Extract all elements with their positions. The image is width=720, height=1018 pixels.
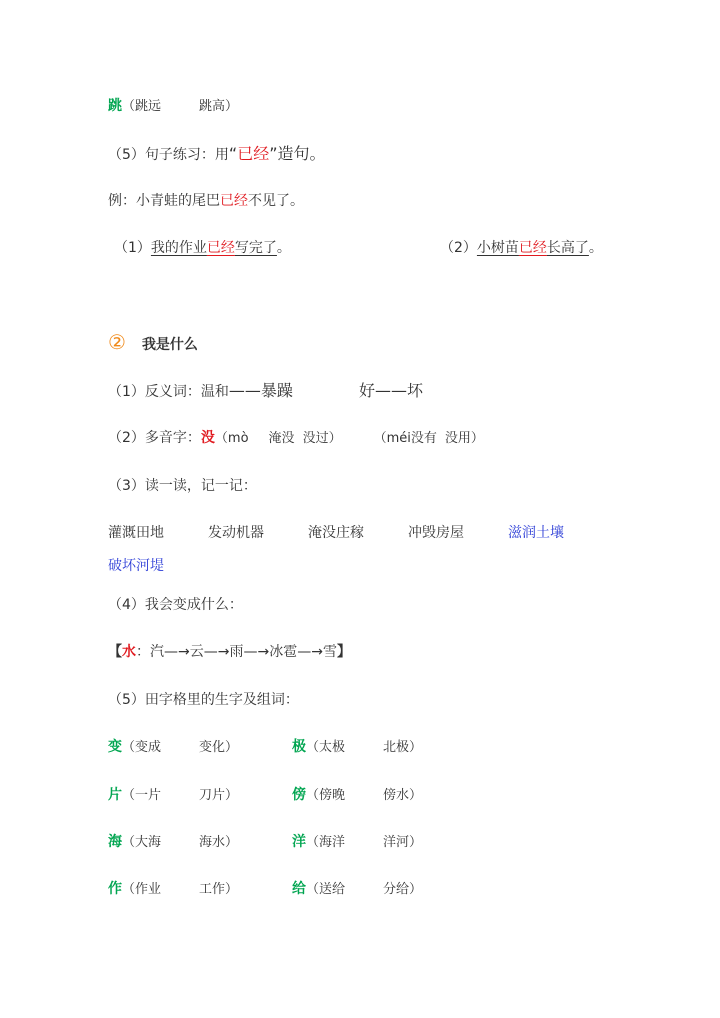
- vocab-word: 大海: [135, 835, 162, 850]
- vocab-item: 作（作业 工作）: [108, 881, 239, 897]
- vocab-word: 跳远: [135, 99, 162, 114]
- polyphone-row: （2）多音字：没（mò 淹没 没过） （méi没有 没用）: [108, 430, 484, 446]
- vocab-word: 海洋: [319, 835, 346, 850]
- arrow-icon: —→: [164, 644, 190, 660]
- vocab-word: 作业: [135, 882, 162, 897]
- polyphone-char: 没: [200, 430, 215, 446]
- phrase: 冲毁房屋: [408, 525, 464, 541]
- vocab-word: 工作: [199, 882, 226, 897]
- vocab-char: 海: [108, 834, 122, 850]
- vocab-char: 作: [108, 881, 122, 897]
- vocab-char: 给: [292, 881, 306, 897]
- example-sentence: 例：小青蛙的尾巴已经不见了。: [108, 193, 304, 209]
- grid-prompt: （5）田字格里的生字及组词：: [108, 692, 299, 708]
- phrase: 灌溉田地: [108, 525, 164, 541]
- vocab-word: 一片: [135, 788, 162, 803]
- section-title: 我是什么: [141, 337, 198, 353]
- vocab-char: 变: [108, 739, 122, 755]
- phrase-highlight: 破坏河堤: [108, 558, 164, 574]
- arrow-icon: —→: [203, 644, 230, 660]
- vocab-word: 海水: [199, 835, 226, 850]
- vocab-item: 给（送给 分给）: [292, 881, 423, 897]
- phrase-row: [108, 523, 564, 543]
- section-heading: [108, 332, 198, 355]
- arrow-icon: —→: [243, 644, 270, 660]
- vocab-word: 洋河: [383, 835, 410, 850]
- answer-1: （1）我的作业已经写完了。: [114, 240, 291, 256]
- vocab-word: 跳高: [199, 99, 226, 114]
- phrase-row: [108, 556, 164, 576]
- chain-step: 冰雹: [269, 644, 298, 660]
- vocab-word: 傍水: [383, 788, 410, 803]
- vocab-word: 分给: [383, 882, 410, 897]
- vocab-word: 北极: [383, 740, 410, 755]
- answer-2: （2）小树苗已经长高了。: [440, 240, 603, 256]
- vocab-word: 太极: [319, 740, 346, 755]
- vocab-item: 极（太极 北极）: [292, 739, 423, 755]
- vocab-char: 傍: [292, 787, 306, 803]
- chain-step: 雪: [322, 644, 337, 660]
- vocab-item: 海（大海 海水）: [108, 834, 239, 850]
- vocab-word: 变化: [199, 740, 226, 755]
- keyword: 已经: [206, 240, 235, 256]
- arrow-icon: —→: [297, 644, 323, 660]
- keyword: 已经: [237, 144, 270, 163]
- keyword: 已经: [518, 240, 547, 256]
- water-cycle-chain: 【水：汽—→云—→雨—→冰雹—→雪】: [108, 644, 351, 660]
- chain-step: 云: [189, 644, 204, 660]
- keyword: 已经: [220, 193, 248, 209]
- vocab-char: 洋: [292, 834, 306, 850]
- vocab-char: 跳: [108, 98, 122, 114]
- vocab-item: 片（一片 刀片）: [108, 787, 239, 803]
- vocab-word: 变成: [135, 740, 162, 755]
- circled-two-icon: ②: [108, 330, 126, 354]
- vocab-item: 洋（海洋 洋河）: [292, 834, 423, 850]
- sentence-practice-prompt: （5）句子练习：用“已经”造句。: [108, 144, 326, 163]
- vocab-item: 变（变成 变化）: [108, 739, 239, 755]
- water-char: 水: [122, 644, 136, 660]
- vocab-char: 片: [108, 787, 122, 803]
- antonym-row: （1）反义词：温和——暴躁 好——坏: [108, 381, 423, 400]
- vocab-word: 送给: [319, 882, 346, 897]
- vocab-item: 傍（傍晚 傍水）: [292, 787, 423, 803]
- phrase-highlight: 滋润土壤: [508, 525, 564, 541]
- read-prompt: （3）读一读，记一记：: [108, 478, 257, 494]
- chain-step: 汽: [150, 644, 164, 660]
- vocab-word: 刀片: [199, 788, 226, 803]
- vocab-char: 极: [292, 739, 306, 755]
- word-row-jump: 跳（跳远 跳高）: [108, 98, 239, 114]
- phrase: 发动机器: [208, 525, 264, 541]
- vocab-word: 傍晚: [319, 788, 346, 803]
- chain-step: 雨: [229, 644, 244, 660]
- phrase: 淹没庄稼: [308, 525, 364, 541]
- become-prompt: （4）我会变成什么：: [108, 597, 243, 613]
